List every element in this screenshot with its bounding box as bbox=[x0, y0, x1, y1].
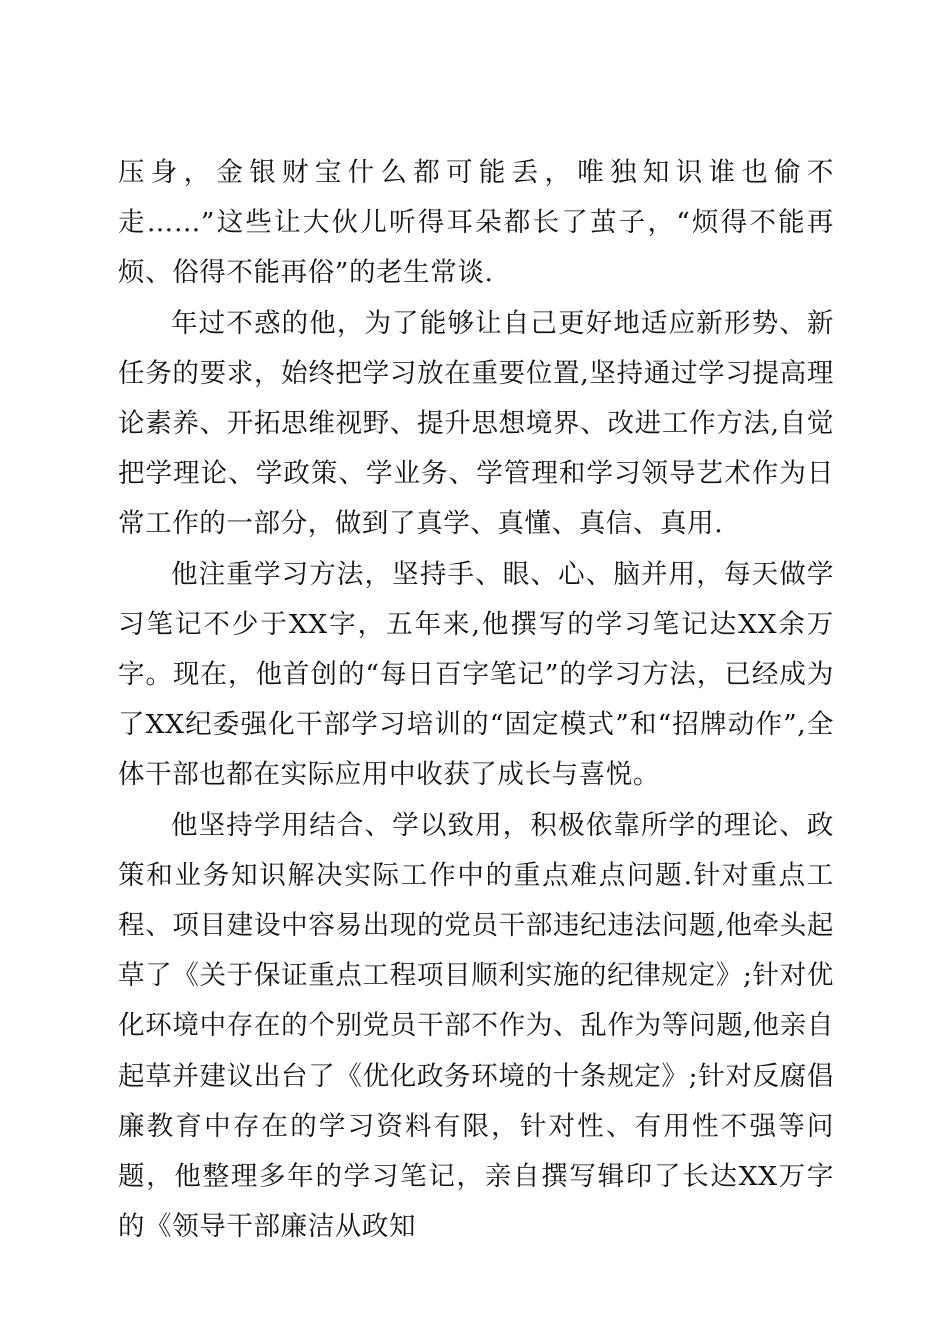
document-body bbox=[118, 148, 834, 1252]
paragraph-3: 他注重学习方法，坚持手、眼、心、脑并用，每天做学习笔记不少于XX字，五年来,他撰写的学习笔记达XX余万字。现在，他首创的“每日百字笔记”的学习方法，已经成为了XX纪委强化干部学习培训的“固定模式”和“招牌动作”,全体干部也都在实际应用中收获了成长与喜悦。 bbox=[118, 558, 834, 791]
paragraph-2: 年过不惑的他，为了能够让自己更好地适应新形势、新任务的要求，始终把学习放在重要位置,坚持通过学习提高理论素养、开拓思维视野、提升思想境界、改进工作方法,自觉把学理论、学政策、学业务、学管理和学习领导艺术作为日常工作的一部分，做到了真学、真懂、真信、真用. bbox=[118, 307, 834, 540]
paragraph-1: 压身，金银财宝什么都可能丢，唯独知识谁也偷不走……”这些让大伙儿听得耳朵都长了茧子，“烦得不能再烦、俗得不能再俗”的老生常谈. bbox=[118, 157, 834, 289]
paragraph-4: 他坚持学用结合、学以致用，积极依靠所学的理论、政策和业务知识解决实际工作中的重点难点问题.针对重点工程、项目建设中容易出现的党员干部违纪违法问题,他牵头起草了《关于保证重点工程项目顺利实施的纪律规定》;针对优化环境中存在的个别党员干部不作为、乱作为等问题,他亲自起草并建议出台了《优化政务环境的十条规定》;针对反腐倡廉教育中存在的学习资料有限，针对性、有用性不强等问题，他整理多年的学习笔记，亲自撰写辑印了长达XX万字的《领导干部廉洁从政知 bbox=[118, 809, 834, 1243]
